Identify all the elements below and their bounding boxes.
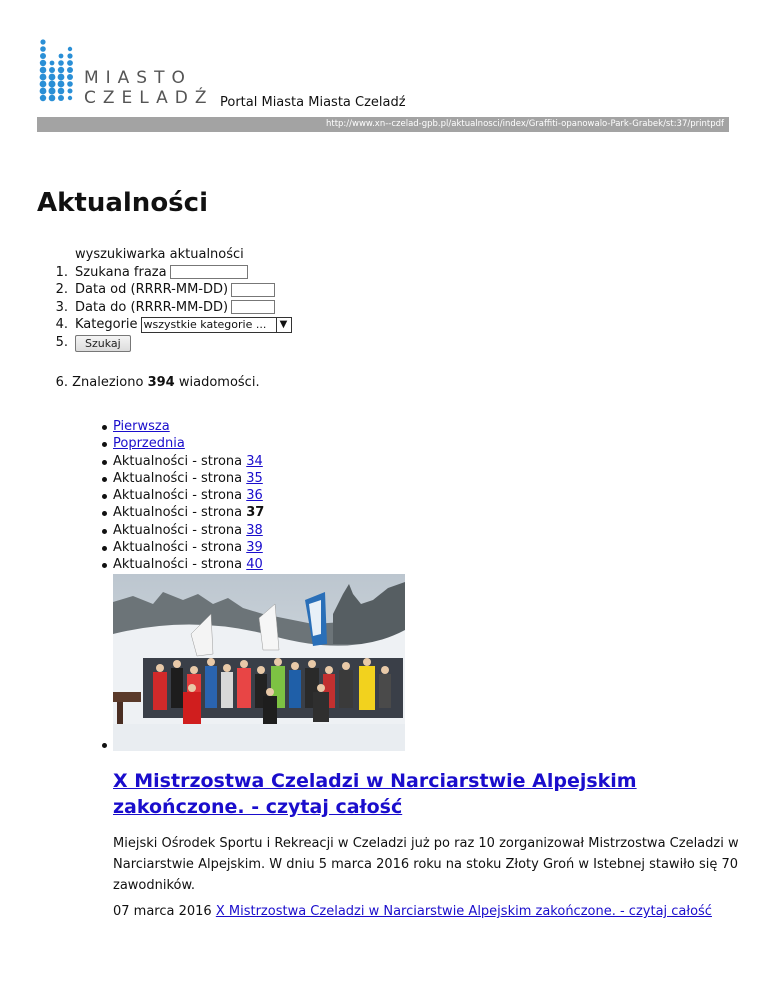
pager-page-link[interactable]: 39	[246, 540, 263, 556]
pager-item	[113, 487, 264, 504]
result-suffix: wiadomości.	[178, 375, 260, 390]
pager-label: Aktualności - strona	[113, 540, 243, 556]
list-number: 3.	[55, 299, 68, 315]
pager-item	[113, 435, 264, 452]
result-number: 394	[147, 375, 175, 390]
date-to-label: Data do (RRRR-MM-DD)	[75, 299, 229, 315]
pager-page-link[interactable]: 38	[246, 522, 263, 538]
pager-prev-link[interactable]: Poprzednia	[113, 436, 185, 452]
pager-page-link[interactable]: 35	[246, 470, 263, 486]
pager-label: Aktualności - strona	[113, 488, 243, 504]
pager-label: Aktualności - strona	[113, 470, 243, 486]
list-number: 1.	[55, 264, 68, 280]
article-title	[113, 768, 673, 820]
result-count	[37, 374, 260, 392]
date-from-label: Data od (RRRR-MM-DD)	[75, 282, 229, 297]
category-label: Kategorie	[75, 317, 138, 332]
search-button[interactable]: Szukaj	[75, 335, 131, 352]
result-prefix: Znaleziono	[72, 375, 144, 390]
article-date: 07 marca 2016	[113, 904, 212, 919]
pager-label: Aktualności - strona	[113, 557, 243, 573]
logo-wordmark	[84, 68, 213, 108]
pager-page-link[interactable]: 40	[246, 557, 263, 573]
list-number: 4.	[55, 317, 68, 332]
list-number: 2.	[55, 282, 68, 297]
pager-item	[113, 453, 264, 470]
portal-name: Portal Miasta Miasta Czeladź	[220, 95, 406, 110]
list-number: 6.	[55, 375, 68, 390]
pager-label: Aktualności - strona	[113, 522, 243, 538]
pager-item	[113, 470, 264, 487]
logo-line-1: MIASTO	[84, 68, 192, 88]
article-read-more-link[interactable]: X Mistrzostwa Czeladzi w Narciarstwie Alpejskim zakończone. - czytaj całość	[215, 904, 712, 919]
pager-page-link[interactable]: 34	[246, 453, 263, 469]
article-title-link[interactable]: X Mistrzostwa Czeladzi w Narciarstwie Alpejskim zakończone. - czytaj całość	[113, 770, 637, 818]
pager-item	[113, 418, 264, 435]
dropdown-arrow-icon[interactable]: ▼	[276, 318, 291, 332]
pager-item	[113, 522, 264, 539]
date-from-input[interactable]	[231, 283, 275, 297]
pager-item	[113, 539, 264, 556]
article-footer	[113, 903, 712, 921]
article-photo[interactable]	[113, 574, 405, 751]
pager-label: Aktualności - strona	[113, 453, 243, 469]
pager-label: Aktualności - strona	[113, 505, 243, 521]
page-title: Aktualności	[37, 188, 208, 218]
pager-item	[113, 504, 264, 521]
date-to-input[interactable]	[231, 300, 275, 314]
category-select[interactable]	[141, 317, 292, 333]
article-summary: Miejski Ośrodek Sportu i Rekreacji w Czeladzi już po raz 10 zorganizował Mistrzostwa Czeladzi w Narciarstwie Alpejskim. W dniu 5 marca 2016 roku na stoku Złoty Groń w Istebnej stawiło się 70 zawodników.	[113, 836, 739, 893]
pager-current-page: 37	[246, 505, 265, 521]
list-number: 5.	[55, 334, 68, 350]
url-bar: http://www.xn--czelad-gpb.pl/aktualnosci/index/Graffiti-opanowalo-Park-Grabek/st:37/printpdf	[37, 117, 729, 132]
phrase-label: Szukana fraza	[75, 264, 167, 280]
city-logo-icon	[38, 38, 76, 108]
logo-line-2: CZELADŹ	[84, 88, 214, 108]
list-bullet	[102, 743, 107, 748]
phrase-input[interactable]	[170, 265, 248, 279]
pagination	[113, 418, 264, 574]
pager-page-link[interactable]: 36	[246, 488, 263, 504]
pager-item	[113, 556, 264, 573]
pager-first-link[interactable]: Pierwsza	[113, 419, 170, 434]
search-heading: wyszukiwarka aktualności	[75, 247, 244, 262]
category-selected-value: wszystkie kategorie ...	[143, 317, 267, 331]
